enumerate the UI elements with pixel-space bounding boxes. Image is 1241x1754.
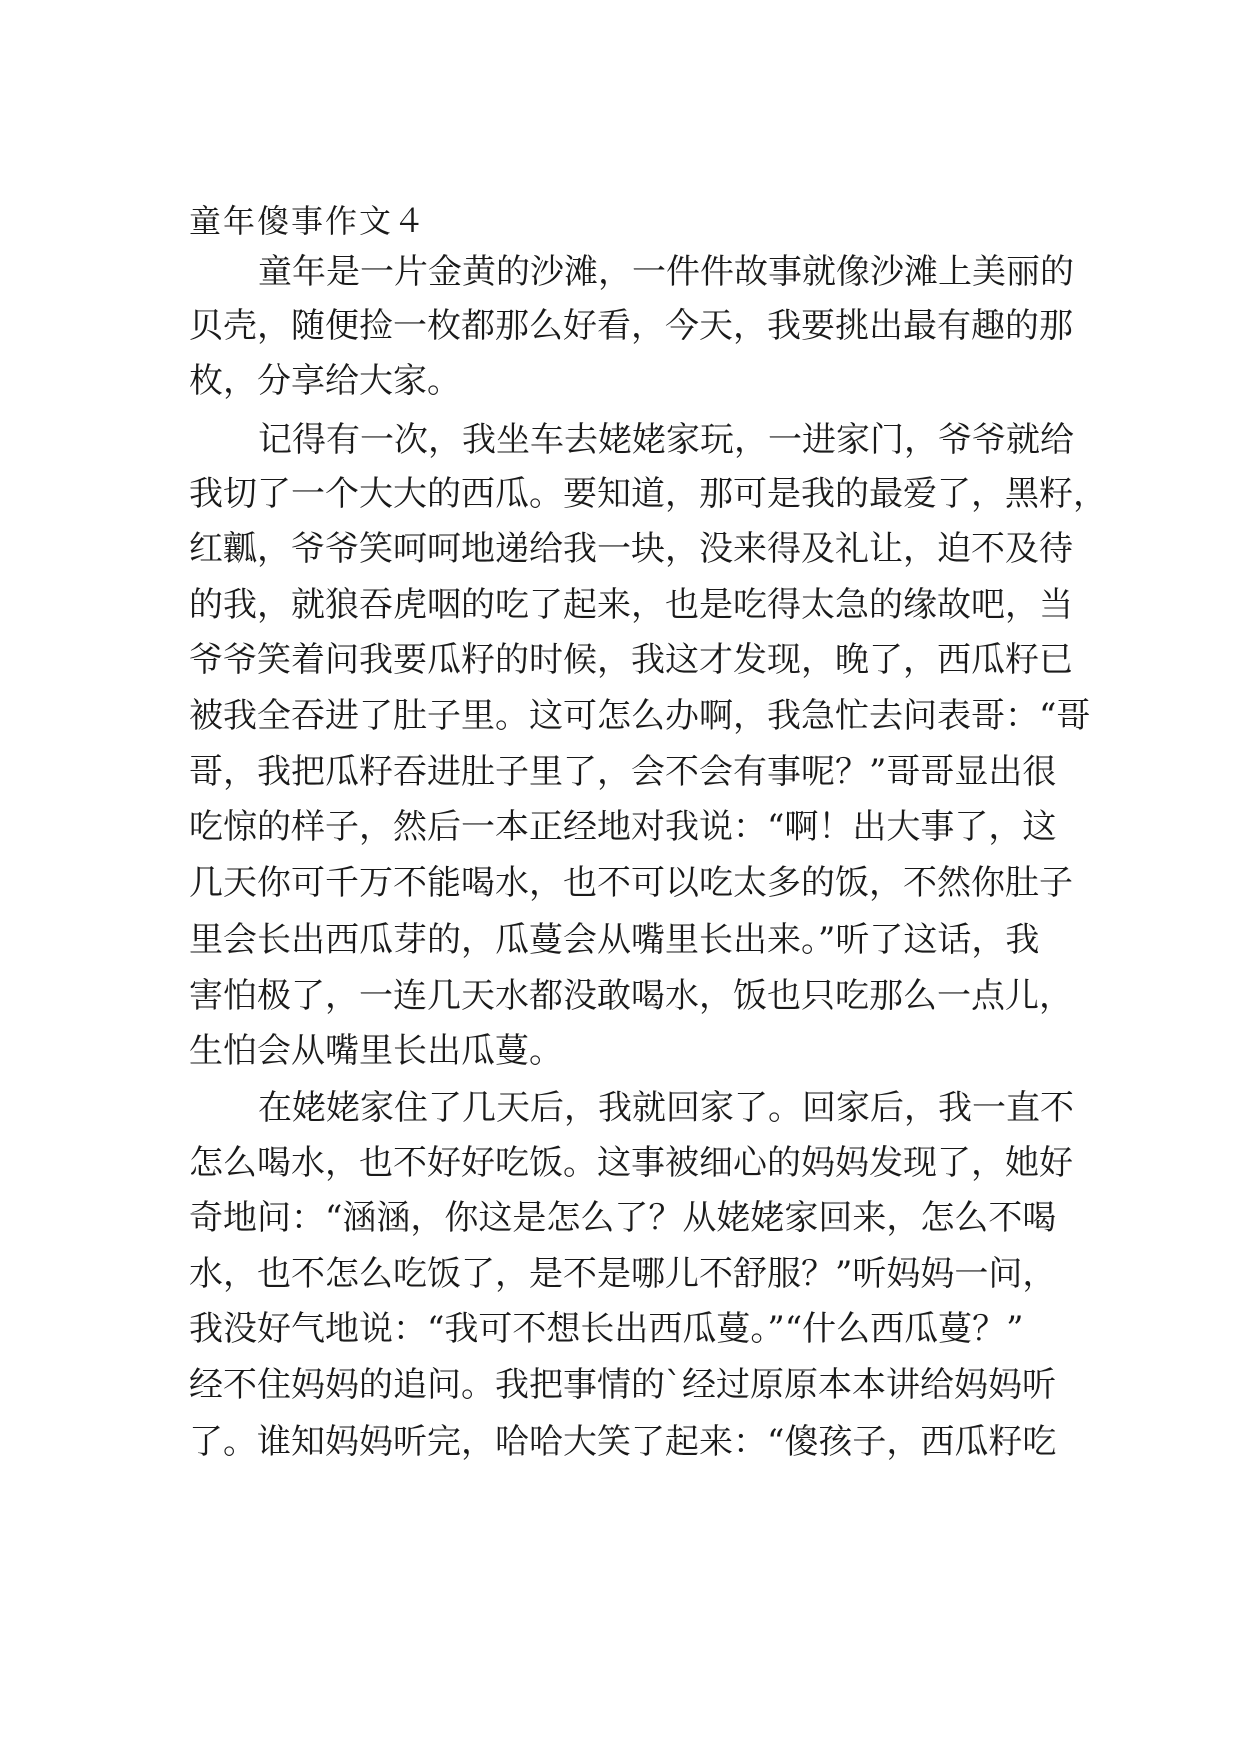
text-line: 水，也不怎么吃饭了，是不是哪儿不舒服？”听妈妈一问， bbox=[189, 1254, 1057, 1294]
text-line: 在姥姥家住了几天后，我就回家了。回家后，我一直不 bbox=[258, 1088, 1074, 1128]
text-line: 经不住妈妈的追问。我把事情的`经过原原本本讲给妈妈听 bbox=[189, 1365, 1056, 1405]
text-line: 的我，就狼吞虎咽的吃了起来，也是吃得太急的缘故吧，当 bbox=[189, 585, 1073, 625]
text-line: 记得有一次，我坐车去姥姥家玩，一进家门，爷爷就给 bbox=[258, 420, 1074, 460]
text-line: 害怕极了，一连几天水都没敢喝水，饭也只吃那么一点儿， bbox=[189, 976, 1073, 1016]
text-line: 爷爷笑着问我要瓜籽的时候，我这才发现，晚了，西瓜籽已 bbox=[189, 640, 1073, 680]
text-line: 吃惊的样子，然后一本正经地对我说：“啊！出大事了，这 bbox=[189, 807, 1057, 847]
text-line: 怎么喝水，也不好好吃饭。这事被细心的妈妈发现了，她好 bbox=[189, 1143, 1073, 1183]
text-line: 几天你可千万不能喝水，也不可以吃太多的饭，不然你肚子 bbox=[189, 863, 1073, 903]
text-line: 了。谁知妈妈听完，哈哈大笑了起来：“傻孩子，西瓜籽吃 bbox=[189, 1422, 1057, 1462]
text-line: 枚，分享给大家。 bbox=[189, 361, 461, 401]
text-line: 童年是一片金黄的沙滩，一件件故事就像沙滩上美丽的 bbox=[258, 252, 1074, 292]
text-line: 被我全吞进了肚子里。这可怎么办啊，我急忙去问表哥：“哥 bbox=[189, 696, 1091, 736]
text-line: 我没好气地说：“我可不想长出西瓜蔓。”“什么西瓜蔓？” bbox=[189, 1309, 1024, 1349]
essay-title: 童年傻事作文４ bbox=[189, 202, 428, 240]
text-line: 红瓤，爷爷笑呵呵地递给我一块，没来得及礼让，迫不及待 bbox=[189, 529, 1073, 569]
text-line: 哥，我把瓜籽吞进肚子里了，会不会有事呢？”哥哥显出很 bbox=[189, 752, 1057, 792]
text-line: 奇地问：“涵涵，你这是怎么了？从姥姥家回来，怎么不喝 bbox=[189, 1198, 1057, 1238]
text-line: 我切了一个大大的西瓜。要知道，那可是我的最爱了，黑籽， bbox=[189, 474, 1107, 514]
text-line: 里会长出西瓜芽的，瓜蔓会从嘴里长出来。”听了这话，我 bbox=[189, 920, 1040, 960]
text-line: 贝壳，随便捡一枚都那么好看，今天，我要挑出最有趣的那 bbox=[189, 306, 1073, 346]
text-line: 生怕会从嘴里长出瓜蔓。 bbox=[189, 1031, 563, 1071]
